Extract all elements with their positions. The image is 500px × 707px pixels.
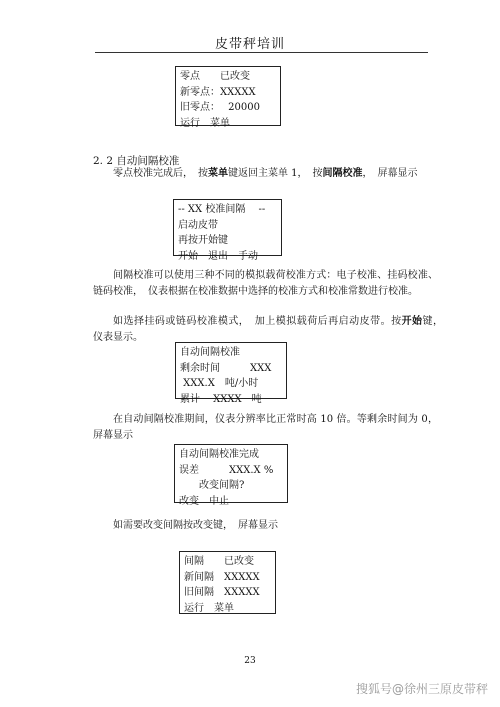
screen-line: 新间隔 XXXXX bbox=[184, 571, 260, 583]
start-key-label: 开始 bbox=[401, 316, 423, 327]
lcd-screen-interval-done bbox=[174, 444, 288, 507]
screen-line: 改变 中止 bbox=[179, 495, 229, 507]
paragraph-resolution: 在自动间隔校准期间，仪表分辨率比正常时高 10 倍。等剩余时间为 0，屏幕显示 bbox=[93, 414, 438, 441]
screen-line: 启动皮带 bbox=[178, 219, 218, 231]
screen-line: 旧间隔 XXXXX bbox=[184, 587, 260, 598]
screen-line: 运行 菜单 bbox=[184, 602, 234, 614]
screen-line: XXX.X 吨/小时 bbox=[180, 378, 259, 389]
section-heading: 2. 2 自动间隔校准 bbox=[93, 155, 180, 167]
screen-line: 累计 XXXX 吨 bbox=[180, 393, 262, 405]
screen-line: 零点 已改变 bbox=[180, 71, 250, 82]
watermark: 搜狐号@徐州三原皮带秤 bbox=[355, 682, 488, 696]
paragraph-zero-done bbox=[93, 166, 438, 182]
screen-line: 再按开始键 bbox=[178, 235, 228, 246]
page-number: 23 bbox=[244, 656, 256, 666]
text: 如选择挂码或链码校准模式， 加上模拟载荷后再启动皮带。按 bbox=[113, 316, 402, 327]
paragraph-start-belt bbox=[93, 314, 449, 345]
paragraph-calibration-methods: 间隔校准可以使用三种不同的模拟载荷校准方式：电子校准、挂码校准、链码校准， 仪表根据在校准数据中选择的校准方式和校准常数进行校准。 bbox=[93, 270, 438, 297]
screen-line: 旧零点： 20000 bbox=[180, 102, 260, 113]
lcd-screen-zero-point bbox=[175, 66, 281, 129]
screen-line: 剩余时间 XXX bbox=[180, 362, 272, 374]
paragraph-change-interval: 如需要改变间隔按改变键， 屏幕显示 bbox=[113, 520, 278, 531]
page-header-title: 皮带秤培训 bbox=[214, 37, 285, 52]
screen-line: 间隔 已改变 bbox=[184, 556, 254, 567]
screen-line: 误差 XXX.X % bbox=[179, 464, 274, 476]
text: 键返回主菜单 1， 按 bbox=[228, 168, 323, 179]
screen-line: 运行 菜单 bbox=[180, 117, 230, 129]
lcd-screen-interval-progress bbox=[175, 342, 287, 405]
screen-line: -- XX 校准间隔 -- bbox=[178, 204, 266, 215]
text: 零点校准完成后， 按 bbox=[113, 168, 208, 179]
screen-line: 新零点：XXXXX bbox=[180, 86, 256, 98]
screen-line: 自动间隔校准完成 bbox=[179, 449, 259, 460]
header-divider bbox=[95, 52, 428, 53]
text: 键， 仪表显示。 bbox=[93, 316, 449, 343]
text: ， 屏幕显示 bbox=[362, 168, 418, 179]
screen-line: 改变间隔? bbox=[179, 480, 245, 491]
lcd-screen-interval-start bbox=[173, 199, 282, 262]
interval-calibration-label: 间隔校准 bbox=[322, 168, 363, 179]
screen-line: 开始 退出 手动 bbox=[178, 250, 258, 262]
lcd-screen-interval-changed bbox=[179, 551, 276, 614]
screen-line: 自动间隔校准 bbox=[180, 347, 240, 358]
menu-key-label: 菜单 bbox=[208, 168, 228, 179]
